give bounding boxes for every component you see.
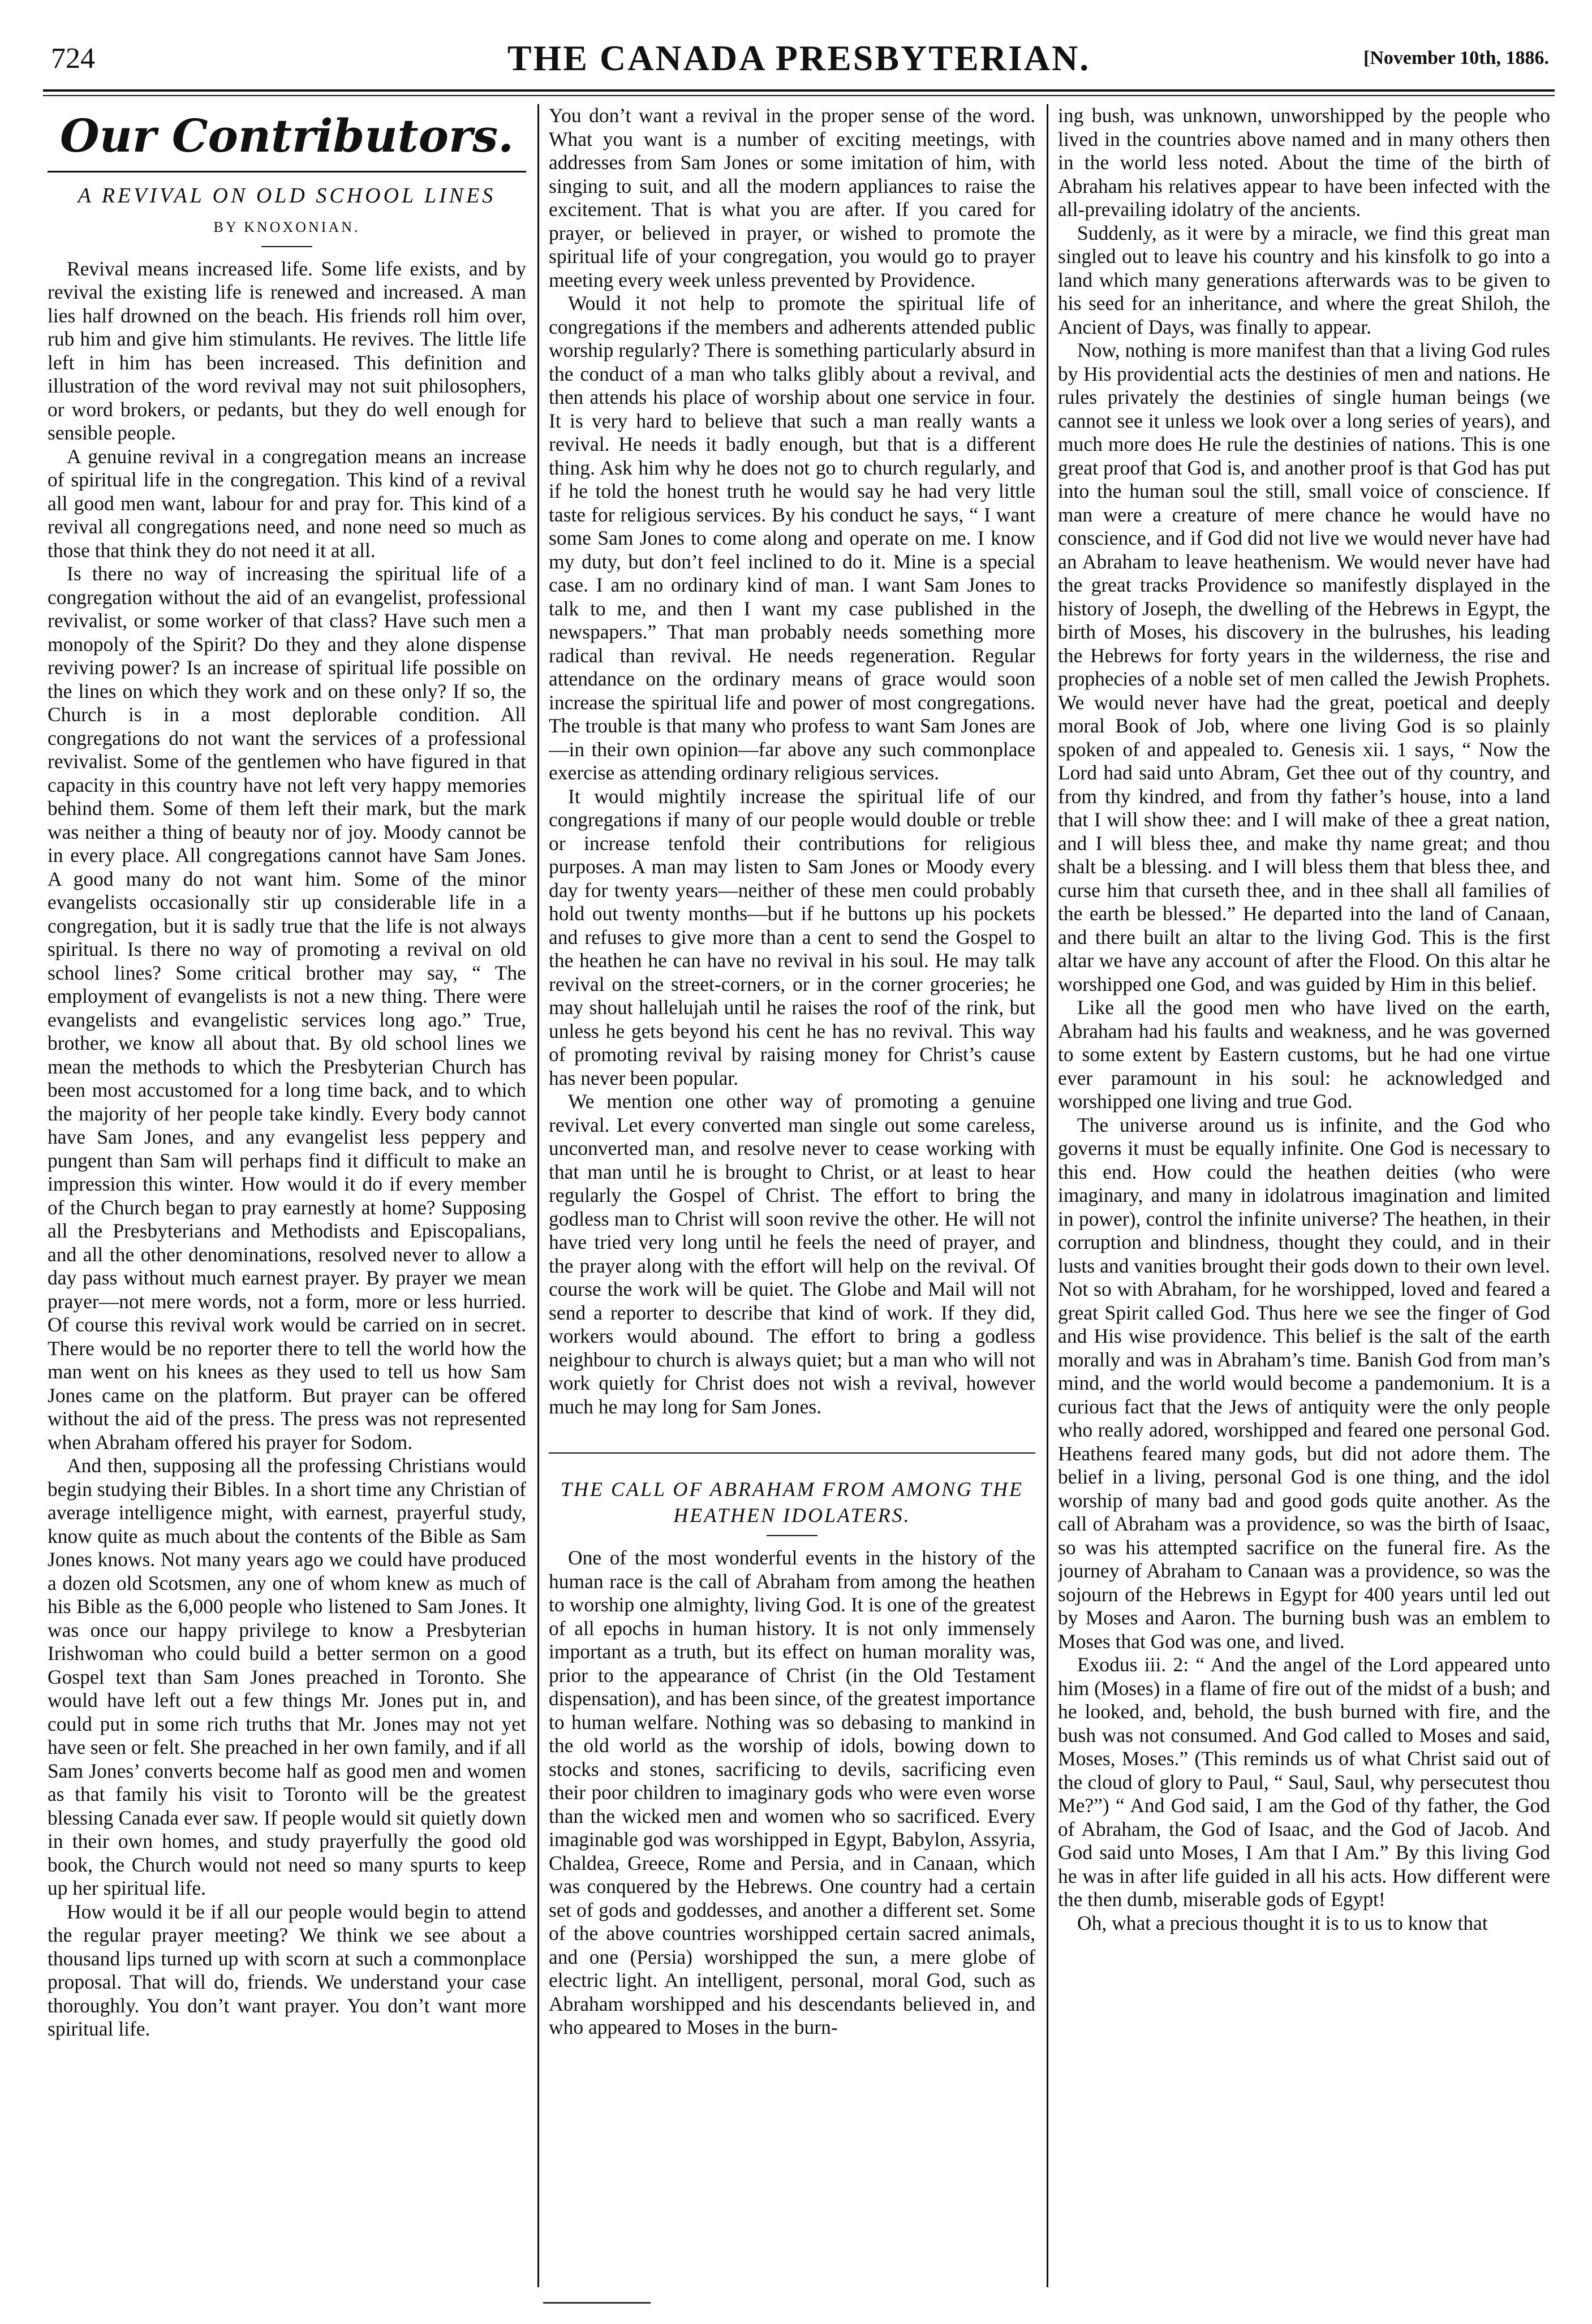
column-1: [48, 104, 526, 2299]
masthead: [43, 37, 1555, 86]
paragraph: Is there no way of increasing the spiritual life of a congregation without the aid of an evangelist, professional revivalist, or some worker of that class? Have such men a monopoly of the Spirit? Do they and they alone dispense reviving power? Is an increase of spiritual life possible on the lines on which they work and on these only? If so, the Church is in a most deplorable condition. All congregations do not want the services of a professional revivalist. Some of the gentlemen who have figured in that capacity in this country have not left very happy memories behind them. Some of them left their mark, but the mark was neither a thing of beauty nor of joy. Moody cannot be in every place. All congregations cannot have Sam Jones. A good many do not want him. Some of the minor evangelists occasionally stir up considerable life in a congregation, but it is sadly true that the life is not always spiritual. Is there no way of promoting a revival on old school lines? Some critical brother may say, “ The employment of evangelists is not a new thing. There were evangelists and evangelistic services long ago.” True, brother, we know all about that. By old school lines we mean the methods to which the Presbyterian Church has been most accustomed for a long time back, and to which the majority of her people take kindly. Every body cannot have Sam Jones, and any evangelist less peppery and pungent than Sam will perhaps find it difficult to make an impression this winter. How would it do if every member of the Church began to pray earnestly at home? Supposing all the Presbyterians and Methodists and Episcopalians, and all the other denominations, resolved never to allow a day pass without much earnest prayer. By prayer we mean prayer—not mere words, not a form, more or less hurried. Of course this revival work would be carried on in secret. There would be no reporter there to tell the world how the man went on his knees as they used to tell us how Sam Jones came on the platform. But prayer can be offered without the aid of the press. The press was not represented when Abraham offered his prayer for Sodom.: [48, 562, 526, 1454]
paragraph: Now, nothing is more manifest than that a living God rules by His providential acts the destinies of men and nations. He rules privately the destinies of single human beings (we cannot see it unless we look over a long series of years), and much more does He rule the destinies of nations. This is one great proof that God is, and another proof is that God has put into the human soul the still, small voice of conscience. If man were a creature of mere chance he would have no conscience, and if God did not live we would never have had an Abraham to leave heathenism. We would never have had the great tracks Providence so manifestly displayed in the history of Joseph, the dwelling of the Hebrews in Egypt, the birth of Moses, his discovery in the bulrushes, his leading the Hebrews for forty years in the wilderness, the rise and prophecies of a noble set of men called the Jewish Prophets. We would never have had the great, poetical and deeply moral Book of Job, where one living God is so plainly spoken of and appealed to. Genesis xii. 1 says, “ Now the Lord had said unto Abram, Get thee out of thy country, and from thy kindred, and from thy father’s house, into a land that I will show thee: and I will make of thee a great nation, and I will bless thee, and make thy name great; and thou shalt be a blessing. and I will bless them that bless thee, and curse him that curseth thee, and in thee shall all families of the earth be blessed.” He departed into the land of Canaan, and there built an altar to the living God. This is the first altar we have any account of after the Flood. On this altar he worshipped one God, and was guided by Him in this belief.: [1058, 339, 1550, 995]
title-rule: [767, 1535, 817, 1536]
paragraph: And then, supposing all the professing Christians would begin studying their Bibles. In a short time any Christian of average intelligence might, with earnest, prayerful study, know quite as much about the contents of the Bible as Sam Jones knows. Not many years ago we could have produced a dozen old Scotsmen, any one of whom knew as much of his Bible as the 6,000 people who listened to Sam Jones. It was once our happy privilege to know a Presbyterian Irishwoman who could build a better sermon on a good Gospel text than Sam Jones preached in Toronto. She would have left out a few things Mr. Jones put in, and could put in some rich truths that Mr. Jones may not yet have seen or felt. She preached in her own family, and if all Sam Jones’ converts become half as good men and women as that family his visit to Toronto will be the greatest blessing Canada ever saw. If people would sit quietly down in their own homes, and study prayerfully the good old book, the Church would not need so many spurts to keep up her spiritual life.: [48, 1454, 526, 1899]
paragraph: Suddenly, as it were by a miracle, we find this great man singled out to leave his country and his kinsfolk to go into a land which many generations afterwards was to be given to his seed for an inheritance, and where the great Shiloh, the Ancient of Days, was finally to appear.: [1058, 221, 1550, 338]
paragraph: You don’t want a revival in the proper sense of the word. What you want is a number of exciting meetings, with addresses from Sam Jones or some imitation of him, with singing to suit, and all the modern appliances to raise the excitement. That is what you are after. If you cared for prayer, or believed in prayer, or wished to promote the spiritual life of your congregation, you would go to prayer meeting every week unless prevented by Providence.: [549, 104, 1035, 291]
section-rule: [549, 1452, 1035, 1454]
department-heading: Our Contributors.: [60, 109, 514, 162]
paragraph: We mention one other way of promoting a genuine revival. Let every converted man single out some careless, unconverted man, and resolve never to cease working with that man until he is brought to Christ, or at least to hear regularly the Gospel of Christ. The effort to bring the godless man to Christ will soon revive the other. He will not have tried very long until he feels the need of prayer, and the prayer along with the effort will help on the revival. Of course the work will be quiet. The Globe and Mail will not send a reporter to describe that kind of work. If they did, workers would abound. The effort to bring a godless neighbour to church is always quiet; but a man who will not work quietly for Christ does not wish a revival, however much he may long for Sam Jones.: [549, 1090, 1035, 1418]
paragraph: ing bush, was unknown, unworshipped by the people who lived in the countries above named and in many others then in the world less noted. About the time of the birth of Abraham his relatives appear to have been infected with the all-prevailing idolatry of the ancients.: [1058, 104, 1550, 221]
paragraph: Exodus iii. 2: “ And the angel of the Lord appeared unto him (Moses) in a flame of fire out of the midst of a bush; and he looked, and, behold, the bush burned with fire, and the bush was not consumed. And God called to Moses and said, Moses, Moses.” (This reminds us of what Christ said out of the cloud of glory to Paul, “ Saul, Saul, why persecutest thou Me?”) “ And God said, I am the God of thy father, the God of Abraham, the God of Isaac, and the God of Jacob. And God said unto Moses, I Am that I Am.” By this living God he was in after life guided in all his acts. How different were the then dumb, miserable gods of Egypt!: [1058, 1653, 1550, 1911]
footer-mark: [543, 2302, 651, 2304]
header-rule-thick: [43, 89, 1555, 92]
paragraph: A genuine revival in a congregation means an increase of spiritual life in the congregation. This kind of a revival all good men want, labour for and pray for. This kind of a revival all congregations need, and none need so much as those that think they do not need it at all.: [48, 445, 526, 562]
paragraph: Revival means increased life. Some life exists, and by revival the existing life is renewed and increased. A man lies half drowned on the beach. His friends roll him over, rub him and give him stimulants. He revives. The little life left in him has been increased. This definition and illustration of the word revival may not suit philosophers, or word brokers, or pedants, but they do well enough for sensible people.: [48, 257, 526, 444]
paragraph: The universe around us is infinite, and the God who governs it must be equally infinite. One God is necessary to this end. How could the heathen deities (who were imaginary, and many in idolatrous imagination and limited in power), control the infinite universe? The heathen, in their corruption and blindness, thought they could, and in their lusts and vanities brought their gods down to their own level. Not so with Abraham, for he worshipped, loved and feared a great Spirit called God. Thus here we see the finger of God and His wise providence. This belief is the salt of the earth morally and was in Abraham’s time. Banish God from man’s mind, and the world would become a pandemonium. It is a curious fact that the Jews of antiquity were the only people who really adored, worshipped and feared one personal God. Heathens feared many gods, but did not adore them. The belief in a living, personal God is one thing, and the idol worship of many bad and good gods quite another. As the call of Abraham was a providence, so was the birth of Isaac, so was his attempted sacrifice on the funeral fire. As the journey of Abraham to Canaan was a providence, so was the sojourn of the Hebrews in Egypt for 400 years until led out by Moses and Aaron. The burning bush was an emblem to Moses that God was one, and lived.: [1058, 1113, 1550, 1653]
header-rule-thin: [43, 95, 1555, 96]
column-divider-1: [537, 104, 539, 2287]
column-2: [549, 104, 1035, 2299]
paragraph: How would it be if all our people would begin to attend the regular prayer meeting? We think we see about a thousand lips turned up with scorn at such a commonplace proposal. That will do, friends. We understand your case thoroughly. You don’t want prayer. You don’t want more spiritual life.: [48, 1900, 526, 2040]
article-byline: BY KNOXONIAN.: [213, 219, 360, 235]
paragraph: One of the most wonderful events in the history of the human race is the call of Abraham from among the heathen to worship one almighty, living God. It is one of the greatest of all epochs in human history. It is not only immensely important as a truth, but its effect on human morality was, prior to the appearance of Christ (in the Old Testament dispensation), and has been since, of the greatest importance to human welfare. Nothing was so debasing to mankind in the old world as the worship of idols, bowing down to stocks and stones, sacrificing to devils, sacrificing even their poor children to imaginary gods who were even worse than the wicked men and women who so sacrificed. Every imaginable god was worshipped in Egypt, Babylon, Assyria, Chaldea, Greece, Rome and Persia, and in Canaan, which was conquered by the Hebrews. One country had a certain set of gods and goddesses, and another a different set. Some of the above countries worshipped certain sacred animals, and one (Persia) worshipped the sun, a mere globe of electric light. An intelligent, personal, moral God, such as Abraham worshipped and his descendants believed in, and who appeared to Moses in the burn-: [549, 1546, 1035, 2038]
paragraph: Oh, what a precious thought it is to us to know that: [1077, 1911, 1488, 1934]
issue-date: [November 10th, 1886.: [1363, 48, 1549, 68]
department-rule: [48, 171, 526, 173]
paragraph: It would mightily increase the spiritual life of our congregations if many of our people would double or treble or increase tenfold their contributions for religious purposes. A man may listen to Sam Jones or Moody every day for twenty years—neither of these men could probably hold out twenty months—but if he buttons up his pockets and refuses to give more than a cent to send the Gospel to the heathen he can have no revival in his soul. He may talk revival on the street-corners, or in the corner groceries; he may shout hallelujah until he raises the roof of the rink, but unless he gets beyond his cent he has no revival. This way of promoting revival by raising money for Christ’s cause has never been popular.: [549, 784, 1035, 1089]
article-title-2: THE CALL OF ABRAHAM FROM AMONG THE HEATHEN IDOLATERS.: [561, 1478, 1023, 1527]
paragraph: Like all the good men who have lived on the earth, Abraham had his faults and weakness, and he was governed to some extent by Eastern customs, but he had one virtue ever paramount in his soul: he acknowledged and worshipped one living and true God.: [1058, 996, 1550, 1113]
paragraph: Would it not help to promote the spiritual life of congregations if the members and adherents attended public worship regularly? There is something particularly absurd in the conduct of a man who talks glibly about a revival, and then attends his place of worship about one service in four. It is very hard to believe that such a man really wants a revival. He needs it badly enough, but that is a different thing. Ask him why he does not go to church regularly, and if he told the honest truth he would say he had very little taste for religious services. By his conduct he says, “ I want some Sam Jones to come along and operate on me. I know my duty, but don’t feel inclined to do it. Mine is a special case. I am no ordinary kind of man. I want Sam Jones to talk to me, and then I want my case published in the newspapers.” That man probably needs something more radical than revival. He needs regeneration. Regular attendance on the ordinary means of grace would soon increase the spiritual life and power of most congregations. The trouble is that many who profess to want Sam Jones are—in their own opinion—far above any such commonplace exercise as attending ordinary religious services.: [549, 292, 1035, 784]
column-divider-2: [1047, 104, 1048, 2287]
article-title: A REVIVAL ON OLD SCHOOL LINES: [78, 184, 496, 208]
column-3: [1058, 104, 1550, 2299]
byline-rule: [261, 246, 312, 247]
page-number: 724: [51, 42, 95, 75]
newspaper-title: THE CANADA PRESBYTERIAN.: [507, 38, 1091, 78]
